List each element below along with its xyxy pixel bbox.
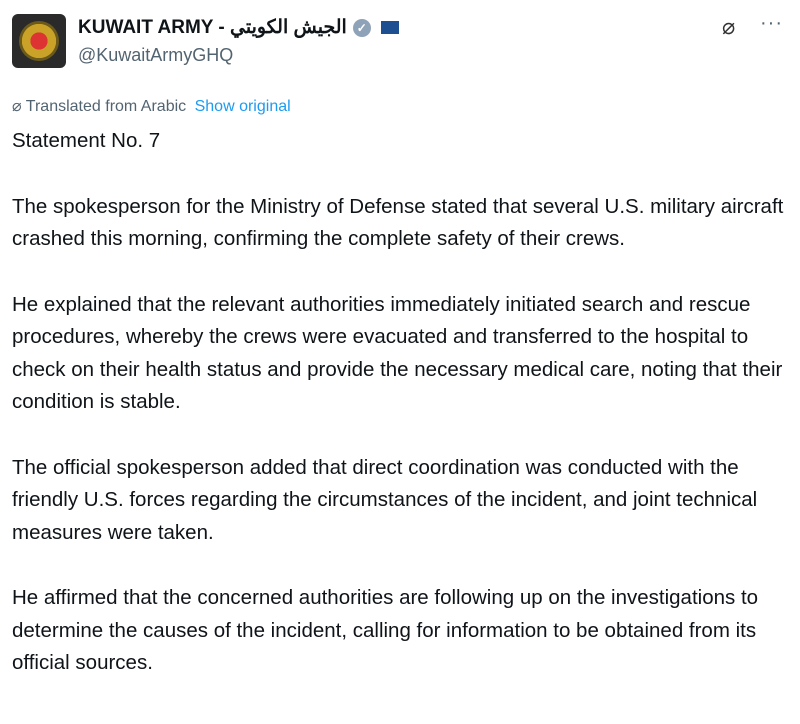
account-name-row <box>78 16 399 39</box>
post-text <box>12 125 792 713</box>
translated-label: Translated from Arabic <box>25 98 187 115</box>
account-handle[interactable]: @KuwaitArmyGHQ <box>78 45 234 65</box>
post-paragraph: The official spokesperson added that direct coordination was conducted with the friendly U.S. forces regarding the circumstances of the incident, and joint technical measures were taken. <box>12 455 758 544</box>
government-flag-icon <box>381 21 399 34</box>
army-emblem <box>19 21 59 61</box>
grok-icon[interactable]: ⌀ <box>722 14 736 39</box>
post-paragraph: He explained that the relevant authorities immediately initiated search and rescue procedures, whereby the crews were evacuated and transferred to the hospital to check on their health status and provide the necessary medical care, noting that their condition is stable. <box>12 292 783 413</box>
account-name[interactable]: KUWAIT ARMY - الجيش الكويتي <box>78 17 347 38</box>
translate-icon: ⌀ <box>12 98 22 115</box>
avatar[interactable] <box>12 14 66 68</box>
more-options-icon[interactable]: ··· <box>760 12 783 34</box>
verified-badge-icon: ✓ <box>353 19 371 37</box>
show-original-link[interactable]: Show original <box>194 98 291 115</box>
post-paragraph: He affirmed that the concerned authorities are following up on the investigations to determine the causes of the incident, calling for information to be obtained from its official sources. <box>12 586 759 674</box>
post-title: Statement No. 7 <box>12 129 161 152</box>
translation-notice <box>12 96 291 116</box>
post-paragraph: The spokesperson for the Ministry of Defense stated that several U.S. military aircraft crashed this morning, confirming the complete safety of their crews. <box>12 194 784 250</box>
